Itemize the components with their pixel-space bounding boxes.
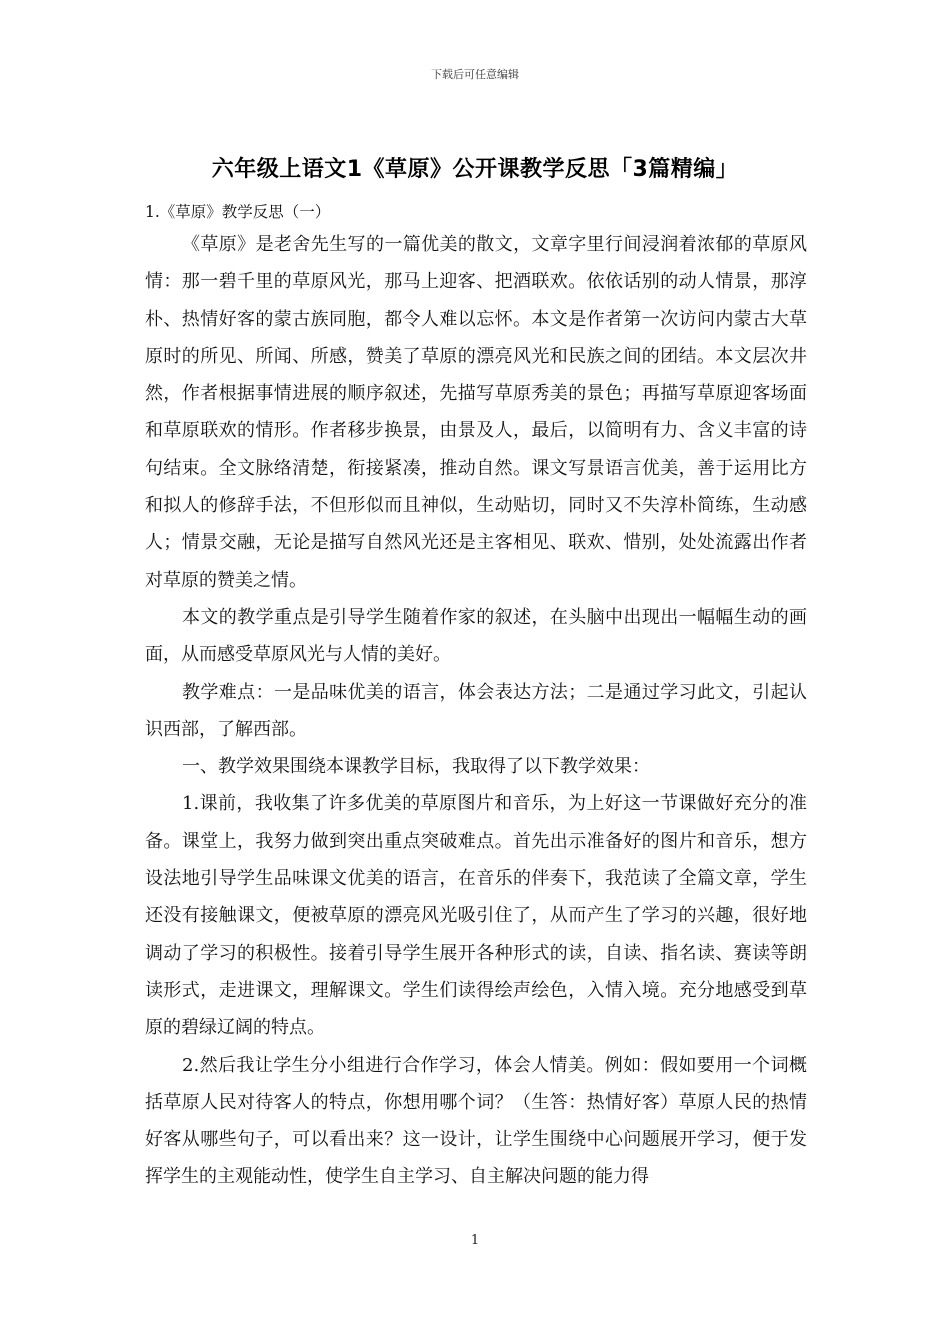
section-heading: 1.《草原》教学反思（一） bbox=[145, 203, 331, 221]
header-note: 下载后可任意编辑 bbox=[431, 68, 519, 81]
document-title: 六年级上语文1《草原》公开课教学反思「3篇精编」 bbox=[211, 157, 739, 182]
paragraph-teaching-difficulty: 教学难点：一是品味优美的语言，体会表达方法；二是通过学习此文，引起认识西部，了解西部。 bbox=[145, 681, 807, 740]
paragraph-effect-2: 2.然后我让学生分小组进行合作学习，体会人情美。例如：假如要用一个词概括草原人民对待客人的特点，你想用哪个词？（生答：热情好客）草原人民的热情好客从哪些句子，可以看出来？这一设计，让学生围绕中心问题展开学习，便于发挥学生的主观能动性，使学生自主学习、自主解决问题的能力得 bbox=[145, 1054, 807, 1188]
paragraph-teaching-focus: 本文的教学重点是引导学生随着作家的叙述，在头脑中出现出一幅幅生动的画面，从而感受草原风光与人情的美好。 bbox=[145, 606, 807, 666]
page-number: 1 bbox=[470, 1233, 480, 1248]
paragraph-effects-heading: 一、教学效果围绕本课教学目标，我取得了以下教学效果： bbox=[182, 756, 650, 778]
document-body bbox=[145, 198, 807, 1196]
paragraph-intro: 《草原》是老舍先生写的一篇优美的散文，文章字里行间浸润着浓郁的草原风情：那一碧千里的草原风光，那马上迎客、把酒联欢。依依话别的动人情景，那淳朴、热情好客的蒙古族同胞，都令人难以忘怀。本文是作者第一次访问内蒙古大草原时的所见、所闻、所感，赞美了草原的漂亮风光和民族之间的团结。本文层次井然，作者根据事情进展的顺序叙述，先描写草原秀美的景色；再描写草原迎客场面和草原联欢的情形。作者移步换景，由景及人，最后，以简明有力、含义丰富的诗句结束。全文脉络清楚，衔接紧凑，推动自然。课文写景语言优美，善于运用比方和拟人的修辞手法，不但形似而且神似，生动贴切，同时又不失淳朴简练，生动感人；情景交融，无论是描写自然风光还是主客相见、联欢、惜别，处处流露出作者对草原的赞美之情。 bbox=[145, 234, 807, 591]
paragraph-effect-1: 1.课前，我收集了许多优美的草原图片和音乐，为上好这一节课做好充分的准备。课堂上，我努力做到突出重点突破难点。首先出示准备好的图片和音乐，想方设法地引导学生品味课文优美的语言，在音乐的伴奏下，我范读了全篇文章，学生还没有接触课文，便被草原的漂亮风光吸引住了，从而产生了学习的兴趣，很好地调动了学习的积极性。接着引导学生展开各种形式的读，自读、指名读、赛读等朗读形式，走进课文，理解课文。学生们读得绘声绘色，入情入境。充分地感受到草原的碧绿辽阔的特点。 bbox=[145, 793, 807, 1039]
